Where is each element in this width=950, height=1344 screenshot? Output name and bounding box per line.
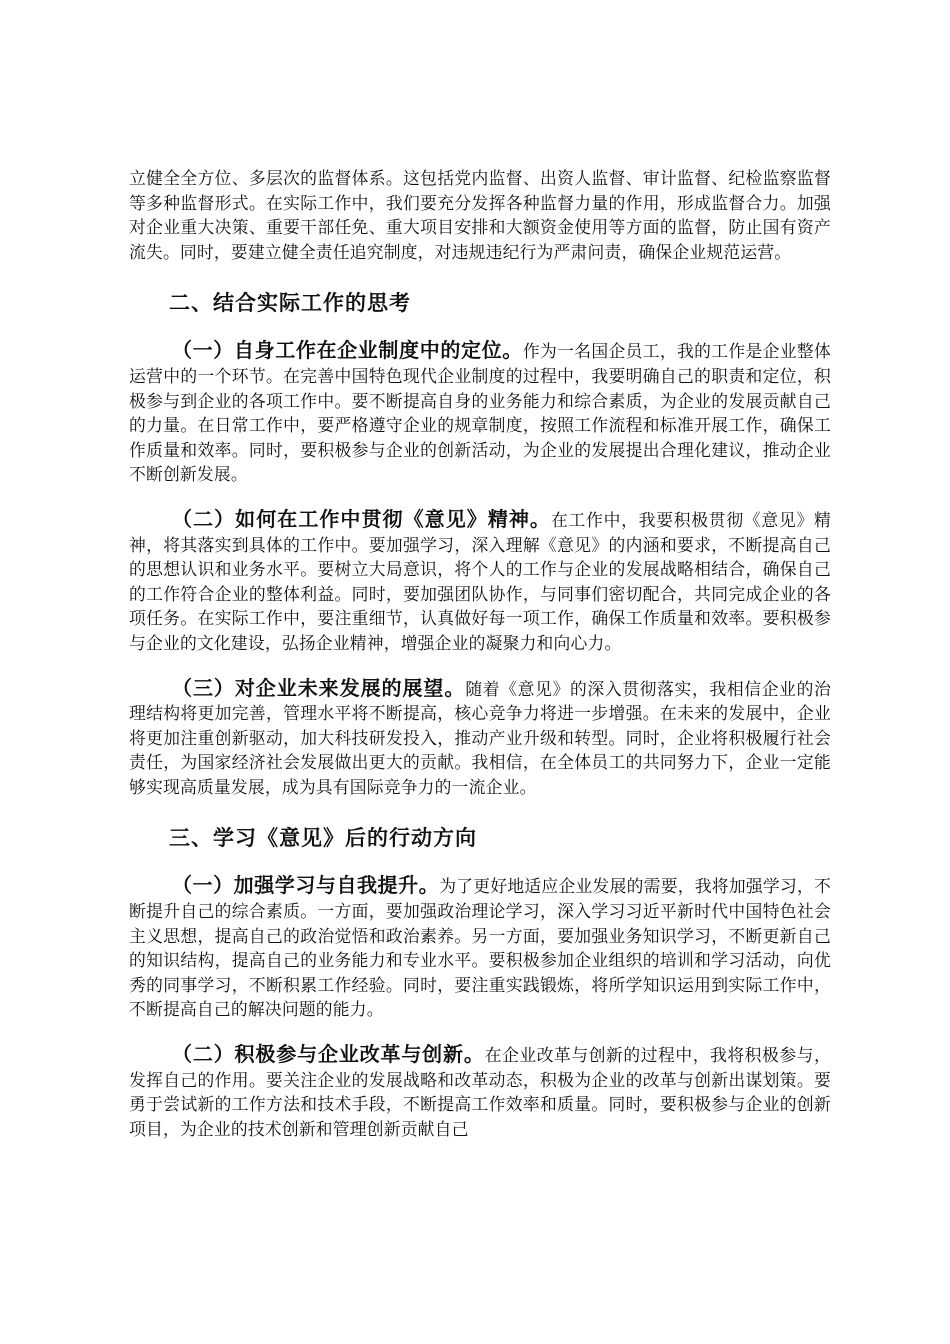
item-body: 在企业改革与创新的过程中，我将积极参与，发挥自己的作用。要关注企业的发展战略和改革动态，积极为企业的改革与创新出谋划策。要勇于尝试新的工作方法和技术手段，不断提高工作效率和质量。同时，要积极参与企业的创新项目，为企业的技术创新和管理创新贡献自己 — [129, 1045, 831, 1139]
section-3-item-1 — [129, 873, 831, 1022]
section-2-item-2 — [129, 507, 831, 656]
section-2-heading: 二、结合实际工作的思考 — [169, 291, 411, 316]
spacer — [129, 318, 831, 338]
spacer — [129, 656, 831, 676]
document-page — [129, 166, 831, 1141]
item-title: （一）加强学习与自我提升。 — [172, 873, 440, 898]
item-body: 随着《意见》的深入贯彻落实，我相信企业的治理结构将更加完善，管理水平将不断提高，核心竞争力将进一步增强。在未来的发展中，企业将更加注重创新驱动，加大科技研发投入，推动产业升级和转型。同时，企业将积极履行社会责任，为国家经济社会发展做出更大的贡献。我相信，在全体员工的共同努力下，企业一定能够实现高质量发展，成为具有国际竞争力的一流企业。 — [129, 678, 832, 797]
section-3-item-2 — [129, 1042, 831, 1141]
intro-paragraph: 立健全全方位、多层次的监督体系。这包括党内监督、出资人监督、审计监督、纪检监察监督等多种监督形式。在实际工作中，我们要充分发挥各种监督力量的作用，形成监督合力。加强对企业重大决策、重要干部任免、重大项目安排和大额资金使用等方面的监督，防止国有资产流失。同时，要建立健全责任追究制度，对违规违纪行为严肃问责，确保企业规范运营。 — [129, 168, 831, 262]
spacer — [129, 487, 831, 507]
item-body: 作为一名国企员工，我的工作是企业整体运营中的一个环节。在完善中国特色现代企业制度的过程中，我要明确自己的职责和定位，积极参与到企业的各项工作中。要不断提高自身的业务能力和综合素质，为企业的发展贡献自己的力量。在日常工作中，要严格遵守企业的规章制度，按照工作流程和标准开展工作，确保工作质量和效率。同时，要积极参与企业的创新活动，为企业的发展提出合理化建议，推动企业不断创新发展。 — [129, 341, 831, 485]
item-body: 为了更好地适应企业发展的需要，我将加强学习，不断提升自己的综合素质。一方面，要加强政治理论学习，深入学习习近平新时代中国特色社会主义思想，提高自己的政治觉悟和政治素养。另一方面，要加强业务知识学习，不断更新自己的知识结构，提高自己的业务能力和专业水平。要积极参加企业组织的培训和学习活动，向优秀的同事学习，不断积累工作经验。同时，要注重实践锻炼，将所学知识运用到实际工作中，不断提高自己的解决问题的能力。 — [129, 876, 831, 1020]
section-2-item-1 — [129, 338, 831, 487]
item-title: （二）积极参与企业改革与创新。 — [172, 1042, 485, 1067]
section-3-heading: 三、学习《意见》后的行动方向 — [169, 826, 477, 851]
spacer — [129, 1022, 831, 1042]
item-title: （二）如何在工作中贯彻《意见》精神。 — [172, 506, 551, 531]
spacer — [129, 853, 831, 873]
item-body: 在工作中，我要积极贯彻《意见》精神，将其落实到具体的工作中。要加强学习，深入理解《意见》的内涵和要求，不断提高自己的思想认识和业务水平。要树立大局意识，将个人的工作与企业的发展战略相结合，确保自己的工作符合企业的整体利益。同时，要加强团队协作，与同事们密切配合，共同完成企业的各项任务。在实际工作中，要注重细节，认真做好每一项工作，确保工作质量和效率。要积极参与企业的文化建设，弘扬企业精神，增强企业的凝聚力和向心力。 — [129, 509, 832, 653]
item-title: （三）对企业未来发展的展望。 — [172, 675, 466, 700]
section-2-item-3 — [129, 676, 831, 800]
item-title: （一）自身工作在企业制度中的定位。 — [172, 338, 523, 363]
spacer — [129, 799, 831, 823]
spacer — [129, 264, 831, 288]
